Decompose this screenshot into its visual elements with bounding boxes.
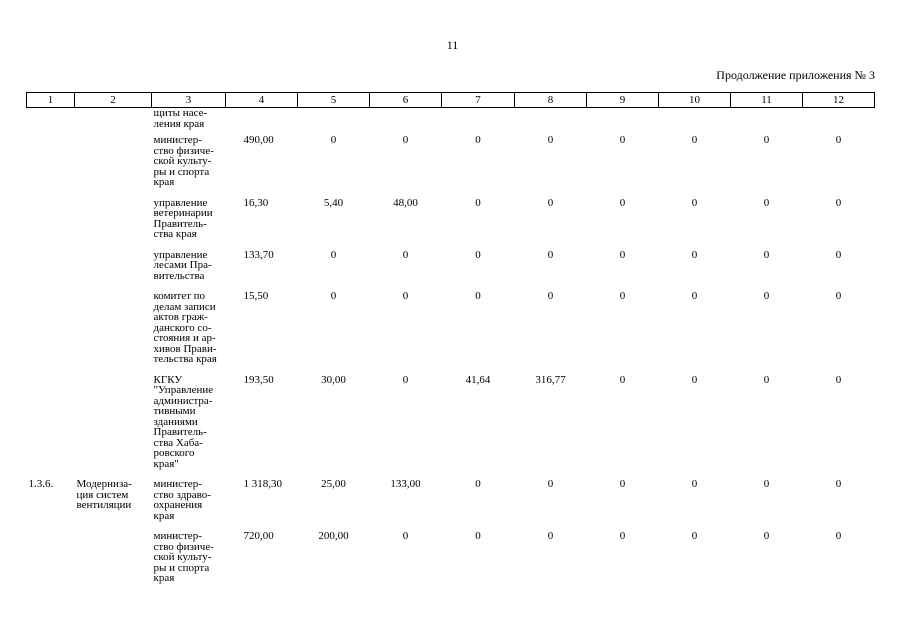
table-row [27, 529, 875, 592]
value-cell: 0 [475, 530, 481, 542]
value-cell: 15,50 [243, 290, 269, 302]
column-header: 1 [27, 93, 75, 108]
value-cell: 0 [330, 134, 337, 146]
table-body [27, 108, 875, 592]
value-cell: 0 [475, 290, 481, 302]
table-row [27, 133, 875, 196]
value-cell: 0 [763, 530, 770, 542]
value-cell: 0 [763, 290, 770, 302]
value-cell: 0 [691, 134, 698, 146]
value-cell: 0 [619, 196, 626, 209]
value-cell: 0 [763, 478, 770, 490]
executor-name: министер- ство физиче- ской культу- ры и спорта края [153, 134, 214, 188]
value-cell: 0 [475, 248, 481, 261]
value-cell: 1 318,30 [243, 478, 282, 490]
column-header: 12 [803, 93, 875, 108]
value-cell [515, 108, 587, 134]
column-header: 7 [442, 93, 515, 108]
item-number [27, 108, 75, 134]
value-cell: 0 [691, 248, 698, 261]
measure-name [75, 529, 152, 592]
page-number: 11 [446, 38, 459, 52]
value-cell: 0 [547, 248, 554, 261]
appendix-title: Продолжение приложения № 3 [716, 68, 875, 82]
value-cell: 0 [835, 248, 842, 261]
value-cell: 0 [402, 373, 409, 386]
value-cell: 0 [835, 134, 842, 146]
value-cell: 0 [763, 134, 770, 146]
value-cell: 0 [547, 134, 554, 146]
value-cell: 0 [691, 530, 698, 542]
column-header: 11 [731, 93, 803, 108]
value-cell: 5,40 [323, 196, 344, 209]
value-cell: 0 [619, 248, 626, 261]
value-cell: 0 [619, 478, 626, 490]
item-number: 1.3.6. [28, 478, 54, 490]
value-cell: 41,64 [465, 373, 491, 386]
value-cell: 0 [763, 373, 770, 386]
executor-name: управление ветеринарии Правитель- ства края [153, 196, 213, 240]
item-number [27, 248, 75, 290]
value-cell [370, 108, 442, 134]
value-cell: 30,00 [321, 373, 346, 386]
value-cell: 48,00 [393, 196, 418, 209]
table-row [27, 196, 875, 248]
column-header: 5 [298, 93, 370, 108]
measure-name: Модерниза- ция систем вентиляции [76, 478, 132, 511]
value-cell: 0 [402, 290, 409, 302]
value-cell: 0 [547, 290, 554, 302]
budget-table [26, 92, 875, 592]
measure-name [75, 196, 152, 248]
value-cell: 0 [619, 373, 626, 386]
executor-name: министер- ство здраво- охранения края [153, 478, 211, 522]
column-header: 9 [587, 93, 659, 108]
executor-name: комитет по делам записи актов граж- данского со- стояния и ар- хивов Прави- тельства края [153, 290, 217, 365]
value-cell: 0 [691, 373, 698, 386]
value-cell: 490,00 [243, 134, 274, 146]
column-header: 6 [370, 93, 442, 108]
value-cell: 0 [402, 530, 409, 542]
value-cell: 16,30 [243, 196, 269, 209]
value-cell [659, 108, 731, 134]
value-cell: 0 [330, 248, 337, 261]
value-cell [803, 108, 875, 134]
column-header: 10 [659, 93, 731, 108]
value-cell: 133,00 [390, 478, 421, 490]
value-cell: 0 [691, 478, 698, 490]
value-cell: 0 [691, 290, 698, 302]
value-cell [587, 108, 659, 134]
value-cell: 0 [475, 478, 481, 490]
value-cell: 0 [835, 373, 842, 386]
value-cell: 0 [547, 478, 554, 490]
value-cell: 316,77 [535, 373, 566, 386]
value-cell: 0 [402, 134, 409, 146]
value-cell [298, 108, 370, 134]
value-cell: 0 [691, 196, 698, 209]
value-cell: 0 [547, 196, 554, 209]
item-number [27, 373, 75, 478]
item-number [27, 196, 75, 248]
value-cell: 0 [619, 290, 626, 302]
measure-name [75, 248, 152, 290]
value-cell [226, 108, 298, 134]
value-cell: 0 [402, 248, 409, 261]
table-row [27, 248, 875, 290]
value-cell: 25,00 [321, 478, 346, 490]
executor-name: управление лесами Пра- вительства [153, 248, 212, 282]
value-cell: 0 [835, 196, 842, 209]
executor-name: министер- ство физиче- ской культу- ры и спорта края [153, 530, 214, 584]
item-number [27, 289, 75, 373]
measure-name [75, 133, 152, 196]
value-cell: 0 [619, 134, 626, 146]
column-header: 8 [515, 93, 587, 108]
value-cell [731, 108, 803, 134]
value-cell [442, 108, 515, 134]
column-header: 3 [152, 93, 226, 108]
table-row [27, 108, 875, 134]
value-cell: 0 [763, 248, 770, 261]
value-cell: 0 [835, 290, 842, 302]
value-cell: 0 [547, 530, 554, 542]
value-cell: 0 [619, 530, 626, 542]
value-cell: 720,00 [243, 530, 274, 542]
column-header: 2 [75, 93, 152, 108]
item-number [27, 133, 75, 196]
executor-name: щиты насе- ления края [153, 107, 208, 130]
measure-name [75, 289, 152, 373]
value-cell: 0 [835, 530, 842, 542]
executor-name: КГКУ "Управление администра- тивными зданиями Правитель- ства Хаба- ровского края" [153, 373, 214, 470]
value-cell: 0 [763, 196, 770, 209]
item-number [27, 529, 75, 592]
value-cell: 0 [475, 196, 481, 209]
table-row [27, 373, 875, 478]
table-row [27, 477, 875, 529]
measure-name [75, 108, 152, 134]
measure-name [75, 373, 152, 478]
value-cell: 133,70 [243, 248, 274, 261]
value-cell: 0 [835, 478, 842, 490]
table-header-row [27, 93, 875, 108]
value-cell: 0 [330, 290, 337, 302]
value-cell: 200,00 [318, 530, 349, 542]
column-header: 4 [226, 93, 298, 108]
table-row [27, 289, 875, 373]
value-cell: 0 [475, 134, 481, 146]
value-cell: 193,50 [243, 373, 274, 386]
